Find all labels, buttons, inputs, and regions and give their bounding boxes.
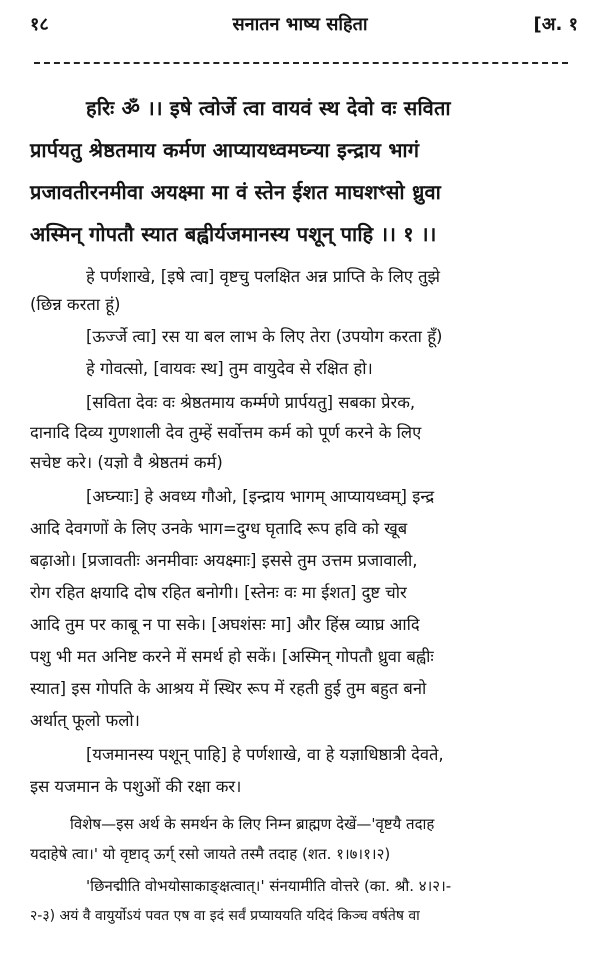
mantra-line: हरिः ॐ ।। इषे त्वोर्जे त्वा वायवं स्थ देवो वः सविता: [86, 96, 451, 120]
mantra-line: अस्मिन् गोपतौ स्यात बह्वीर्यजमानस्य पशून् पाहि ।। १ ।।: [30, 222, 437, 246]
note-line: विशेष—इस अर्थ के समर्थन के लिए निम्न ब्राह्मण देखें—'वृष्टयै तदाह: [70, 815, 435, 833]
commentary-line: बढ़ाओ। [प्रजावतीः अनमीवाः अयक्ष्माः] इससे तुम उत्तम प्रजावाली,: [30, 551, 418, 570]
commentary-line: दानादि दिव्य गुणशाली देव तुम्हें सर्वोत्तम कर्म को पूर्ण करने के लिए: [30, 423, 422, 442]
commentary-line: [यजमानस्य पशून् पाहि] हे पर्णशाखे, वा हे यज्ञाधिष्ठात्री देवते,: [86, 745, 444, 764]
commentary-line: स्यात] इस गोपति के आश्रय में स्थिर रूप में रहती हुई तुम बहुत बनो: [30, 679, 427, 698]
note-line: २-३) अयं वै वायुर्योऽयं पवत एष वा इदं सर्वं प्रप्याययति यदिदं किञ्च वर्षतेष वा: [30, 908, 420, 924]
note-line: 'छिनद्मीति वोभयोसाकाङ्क्षत्वात्।' संनयामीति वोत्तरे (का. श्रौ. ४।२।-: [86, 877, 452, 895]
commentary-line: पशु भी मत अनिष्ट करने में समर्थ हो सकें। [अस्मिन् गोपतौ ध्रुवा बह्वीः: [30, 647, 434, 666]
commentary-line: रोग रहित क्षयादि दोष रहित बनोगी। [स्तेनः वः मा ईशत] दुष्ट चोर: [30, 583, 407, 602]
commentary-line: हे पर्णशाखे, [इषे त्वा] वृष्टचु पलक्षित अन्न प्राप्ति के लिए तुझे: [86, 267, 441, 286]
page-header: [0, 0, 600, 60]
commentary-line: सचेष्ट करे। (यज्ञो वै श्रेष्ठतमं कर्म): [30, 453, 223, 472]
running-title: सनातन भाष्य सहिता: [232, 14, 368, 35]
commentary-line: [अघ्न्याः] हे अवध्य गौओ, [इन्द्राय भागम् आप्यायध्वम्] इन्द्र: [86, 487, 435, 506]
mantra-line: प्रजावतीरनमीवा अयक्ष्मा मा वं स्तेन ईशत माघशꣳसो ध्रुवा: [30, 180, 441, 204]
commentary-line: हे गोवत्सो, [वायवः स्थ] तुम वायुदेव से रक्षित हो।: [86, 359, 373, 378]
commentary-line: [ऊर्ज्जे त्वा] रस या बल लाभ के लिए तेरा (उपयोग करता हूँ): [86, 327, 443, 346]
mantra-line: प्रार्पयतु श्रेष्ठतमाय कर्मण आप्यायध्वमघ्न्या इन्द्राय भागं: [30, 138, 420, 162]
page-number: १८: [30, 14, 49, 35]
commentary-line: अर्थात् फूलो फलो।: [30, 711, 140, 730]
chapter-marker: [अ. १: [533, 14, 578, 35]
commentary-line: इस यजमान के पशुओं की रक्षा कर।: [30, 777, 242, 796]
commentary-line: आदि देवगणों के लिए उनके भाग=दुग्ध घृतादि रूप हवि को खूब: [30, 519, 408, 538]
note-line: यदाहेषे त्वा।' यो वृष्टाद् ऊर्ग् रसो जायते तस्मै तदाह (शत. १।७।१।२): [30, 845, 391, 863]
commentary-line: [सविता देवः वः श्रेष्ठतमाय कर्म्मणे प्रार्पयतु] सबका प्रेरक,: [86, 393, 416, 412]
commentary-line: आदि तुम पर काबू न पा सके। [अघशंसः मा] और हिंस्र व्याघ्र आदि: [30, 615, 420, 634]
commentary-line: (छिन्न करता हूं): [30, 295, 121, 314]
header-divider: [34, 62, 568, 64]
